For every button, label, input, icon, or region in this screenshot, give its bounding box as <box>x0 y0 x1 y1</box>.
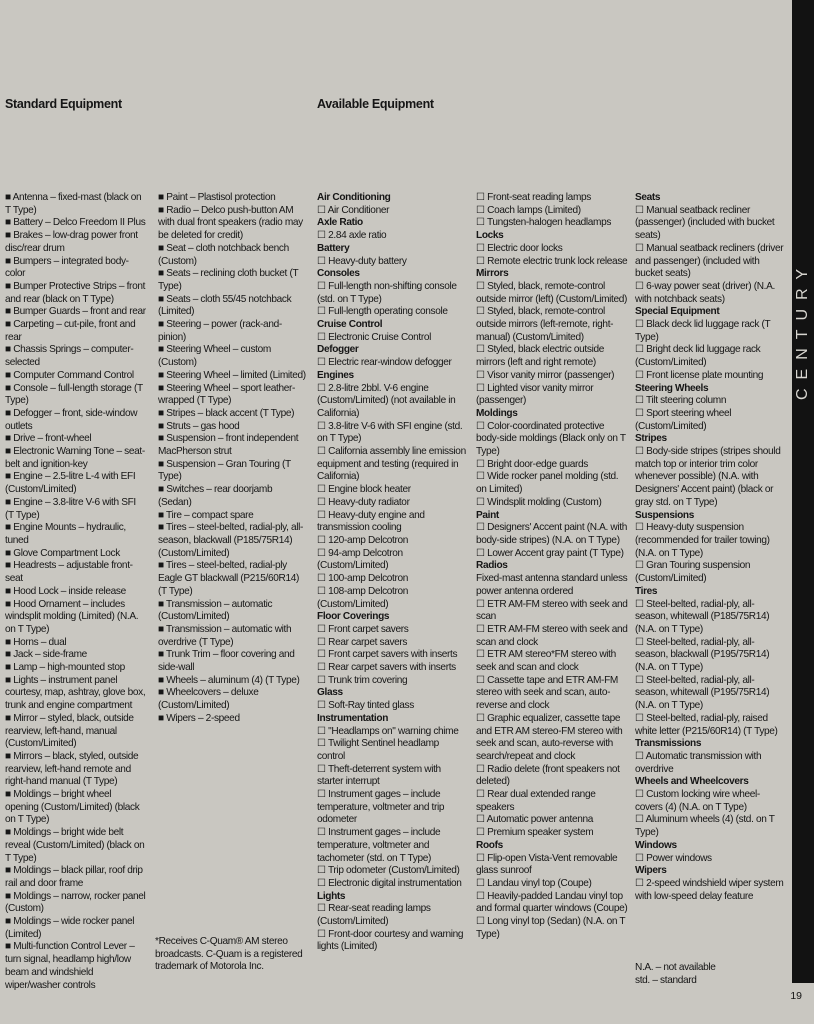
equipment-item: ☐ 100-amp Delcotron <box>317 573 409 585</box>
equipment-item: ■ Computer Command Control <box>5 369 134 381</box>
available-column-1 <box>317 192 467 954</box>
equipment-item: ■ Seats – reclining cloth bucket (T Type) <box>158 268 299 292</box>
equipment-item: ■ Moldings – black pillar, roof drip rail and door frame <box>5 865 143 889</box>
equipment-item: ☐ 108-amp Delcotron (Custom/Limited) <box>317 585 409 610</box>
section-heading: Axle Ratio <box>317 217 363 229</box>
section-heading: Floor Coverings <box>317 611 390 623</box>
equipment-item: ■ Bumper Protective Strips – front and rear (black on T Type) <box>5 280 146 305</box>
equipment-item: ■ Tires – steel-belted, radial-ply Eagle GT blackwall (P215/60R14) (T Type) <box>158 560 300 597</box>
section-heading: Consoles <box>317 268 360 280</box>
equipment-item: ☐ Tilt steering column <box>635 395 727 407</box>
section-heading: Wheels and Wheelcovers <box>635 776 749 788</box>
equipment-item: ☐ Full-length non-shifting console (std. on T Type) <box>317 280 457 305</box>
section-heading: Wipers <box>635 865 667 877</box>
equipment-item: ☐ Theft-deterrent system with starter interrupt <box>317 763 441 788</box>
section-heading: Transmissions <box>635 738 702 750</box>
equipment-item: ☐ Instrument gages – include temperature, voltmeter and tachometer (std. on T Type) <box>317 827 441 864</box>
section-heading: Suspensions <box>635 509 694 521</box>
equipment-item: ☐ Bright door-edge guards <box>476 458 588 470</box>
equipment-item: ☐ Heavy-duty battery <box>317 255 407 267</box>
equipment-item: ■ Paint – Plastisol protection <box>158 192 276 203</box>
equipment-item: ☐ Rear carpet savers with inserts <box>317 662 456 674</box>
equipment-item: ■ Horns – dual <box>5 636 67 648</box>
equipment-item: ☐ Windsplit molding (Custom) <box>476 496 602 508</box>
section-heading: Mirrors <box>476 268 509 280</box>
equipment-item: ☐ Lower Accent gray paint (T Type) <box>476 547 624 559</box>
equipment-item: ☐ ETR AM-FM stereo with seek and scan <box>476 598 628 623</box>
section-heading: Special Equipment <box>635 306 720 318</box>
equipment-item: ■ Console – full-length storage (T Type) <box>5 382 143 407</box>
equipment-item: ■ Suspension – Gran Touring (T Type) <box>158 458 291 483</box>
section-heading: Roofs <box>476 839 503 851</box>
equipment-item: ☐ Electronic Cruise Control <box>317 331 432 343</box>
available-column-3 <box>635 192 787 903</box>
equipment-item: ■ Suspension – front independent MacPherson strut <box>158 433 299 458</box>
equipment-item: ■ Steering – power (rack-and-pinion) <box>158 319 282 343</box>
section-heading: Defogger <box>317 344 359 356</box>
equipment-item: ■ Hood Lock – inside release <box>5 585 126 597</box>
equipment-item: ☐ Automatic power antenna <box>476 814 594 826</box>
equipment-item: ☐ Steel-belted, radial-ply, all-season, blackwall (P195/75R14) (N.A. on T Type) <box>635 636 770 674</box>
standard-equipment-heading: Standard Equipment <box>5 97 122 111</box>
equipment-item: ■ Radio – Delco push-button AM with dual front speakers (radio may be deleted for credit) <box>158 204 303 242</box>
equipment-item: ☐ Front-seat reading lamps <box>476 192 591 203</box>
equipment-item: ☐ Instrument gages – include temperature, voltmeter and trip odometer <box>317 789 445 826</box>
equipment-item: ☐ Lighted visor vanity mirror (passenger) <box>476 382 594 407</box>
equipment-item: ☐ ETR AM stereo*FM stereo with seek and scan and clock <box>476 649 616 674</box>
equipment-item: ☐ Full-length operating console <box>317 306 448 318</box>
equipment-item: ☐ 2-speed windshield wiper system with low-speed delay feature <box>635 877 784 902</box>
standard-column-2 <box>158 192 306 726</box>
equipment-item: ☐ Front license plate mounting <box>635 369 764 381</box>
equipment-item: ☐ Premium speaker system <box>476 827 594 839</box>
equipment-item: ■ Defogger – front, side-window outlets <box>5 407 138 432</box>
equipment-item: ■ Wheelcovers – deluxe (Custom/Limited) <box>158 687 259 712</box>
equipment-item: ☐ 120-amp Delcotron <box>317 534 409 546</box>
equipment-item: ☐ Manual seatback recliner (passenger) (included with bucket seats) <box>635 204 775 242</box>
equipment-item: ☐ Front carpet savers with inserts <box>317 649 458 661</box>
equipment-item: ☐ Visor vanity mirror (passenger) <box>476 369 615 381</box>
equipment-item: ☐ Trunk trim covering <box>317 674 408 686</box>
section-heading: Steering Wheels <box>635 382 709 394</box>
standard-column-1 <box>5 192 146 992</box>
equipment-item: ☐ Rear dual extended range speakers <box>476 789 596 813</box>
equipment-item: ☐ Steel-belted, radial-ply, raised white letter (P215/60R14) (T Type) <box>635 712 778 737</box>
equipment-item: ☐ Tungsten-halogen headlamps <box>476 217 612 229</box>
equipment-item: ■ Trunk Trim – floor covering and side-wall <box>158 649 295 674</box>
section-heading: Engines <box>317 369 354 381</box>
equipment-item: ■ Engine Mounts – hydraulic, tuned <box>5 522 126 546</box>
equipment-item: ☐ Heavy-duty radiator <box>317 496 410 508</box>
brand-sidebar <box>792 0 814 983</box>
equipment-item: ☐ Sport steering wheel (Custom/Limited) <box>635 407 732 432</box>
equipment-item: ■ Mirror – styled, black, outside rearview, left-hand, manual (Custom/Limited) <box>5 712 134 750</box>
equipment-item: ■ Mirrors – black, styled, outside rearview, left-hand remote and right-hand manual (T Type) <box>5 750 139 788</box>
equipment-item: ☐ ETR AM-FM stereo with seek and scan and clock <box>476 623 628 648</box>
equipment-item: ☐ Steel-belted, radial-ply, all-season, whitewall (P185/75R14) (N.A. on T Type) <box>635 598 770 635</box>
available-column-2 <box>476 192 628 941</box>
equipment-item: ■ Wheels – aluminum (4) (T Type) <box>158 674 300 686</box>
equipment-item: ■ Seats – cloth 55/45 notchback (Limited) <box>158 293 292 318</box>
brand-label: CENTURY <box>794 259 811 401</box>
section-heading: Moldings <box>476 407 518 419</box>
equipment-item: ■ Moldings – bright wheel opening (Custom/Limited) (black on T Type) <box>5 789 140 826</box>
equipment-item: ☐ Styled, black, remote-control outside mirrors (left-remote, right-manual) (Custom/Limited) <box>476 306 614 343</box>
equipment-item: ☐ "Headlamps on" warning chime <box>317 725 459 737</box>
equipment-item: ■ Switches – rear doorjamb (Sedan) <box>158 484 273 508</box>
equipment-item: ☐ Flip-open Vista-Vent removable glass sunroof <box>476 852 618 877</box>
equipment-item: ☐ Landau vinyl top (Coupe) <box>476 877 592 889</box>
equipment-item: ■ Multi-function Control Lever – turn signal, headlamp high/low beam and windshield wiper/washer controls <box>5 941 135 991</box>
equipment-item: ■ Lights – instrument panel courtesy, map, ashtray, glove box, trunk and engine compartment <box>5 674 146 712</box>
equipment-item: ☐ Cassette tape and ETR AM-FM stereo with seek and scan, auto-reverse and clock <box>476 674 618 712</box>
equipment-item: ☐ Rear carpet savers <box>317 636 408 648</box>
equipment-item: ☐ California assembly line emission equipment and testing (required in California) <box>317 446 466 483</box>
equipment-item: ■ Electronic Warning Tone – seat-belt and ignition-key <box>5 446 145 470</box>
equipment-item: ■ Transmission – automatic (Custom/Limited) <box>158 598 273 623</box>
equipment-item: ■ Glove Compartment Lock <box>5 547 120 559</box>
equipment-item: ■ Chassis Springs – computer-selected <box>5 344 134 369</box>
equipment-item: ■ Bumpers – integrated body-color <box>5 255 129 280</box>
equipment-item: ■ Hood Ornament – includes windsplit molding (Limited) (N.A. on T Type) <box>5 598 139 635</box>
section-heading: Air Conditioning <box>317 192 391 203</box>
equipment-item: ☐ Long vinyl top (Sedan) (N.A. on T Type) <box>476 916 626 940</box>
equipment-item: ■ Engine – 2.5-litre L-4 with EFI (Custom/Limited) <box>5 471 136 496</box>
section-heading: Glass <box>317 687 343 699</box>
equipment-item: ■ Brakes – low-drag power front disc/rear drum <box>5 230 138 254</box>
equipment-item: ■ Bumper Guards – front and rear <box>5 306 146 318</box>
abbreviation-legend <box>635 962 785 987</box>
equipment-item: ☐ Automatic transmission with overdrive <box>635 750 762 775</box>
equipment-item: ■ Wipers – 2-speed <box>158 712 240 724</box>
section-heading: Paint <box>476 509 499 521</box>
page-number: 19 <box>790 990 802 1002</box>
equipment-item: ■ Seat – cloth notchback bench (Custom) <box>158 242 289 267</box>
legend-na: N.A. – not available <box>635 962 716 973</box>
equipment-item: ■ Tires – steel-belted, radial-ply, all-season, blackwall (P185/75R14) (Custom/Limited) <box>158 522 304 559</box>
section-heading: Windows <box>635 839 677 851</box>
equipment-item: ☐ Radio delete (front speakers not deleted) <box>476 763 620 788</box>
equipment-item: ☐ Electric door locks <box>476 242 563 254</box>
equipment-item: ■ Moldings – wide rocker panel (Limited) <box>5 916 135 940</box>
equipment-item: ■ Headrests – adjustable front-seat <box>5 560 133 585</box>
equipment-item: ☐ Coach lamps (Limited) <box>476 204 581 216</box>
equipment-item: ☐ Front-door courtesy and warning lights (Limited) <box>317 928 464 953</box>
section-heading: Lights <box>317 890 346 902</box>
equipment-item: ☐ Aluminum wheels (4) (std. on T Type) <box>635 814 775 839</box>
equipment-item: ■ Lamp – high-mounted stop <box>5 662 125 674</box>
section-heading: Cruise Control <box>317 319 383 331</box>
equipment-item: ☐ Engine block heater <box>317 484 411 496</box>
section-heading: Locks <box>476 230 504 242</box>
equipment-item: ■ Carpeting – cut-pile, front and rear <box>5 319 136 343</box>
equipment-item: ☐ Trip odometer (Custom/Limited) <box>317 865 460 877</box>
equipment-item: ■ Transmission – automatic with overdrive (T Type) <box>158 623 292 648</box>
equipment-item: ☐ Color-coordinated protective body-side moldings (Black only on T Type) <box>476 420 626 458</box>
section-heading: Tires <box>635 585 658 597</box>
equipment-item: ■ Moldings – narrow, rocker panel (Custom) <box>5 890 146 915</box>
equipment-item: ☐ Soft-Ray tinted glass <box>317 700 414 712</box>
equipment-item: ■ Battery – Delco Freedom II Plus <box>5 217 146 229</box>
equipment-item: ■ Struts – gas hood <box>158 420 240 432</box>
equipment-item: ■ Tire – compact spare <box>158 509 254 521</box>
equipment-item: ☐ Designers' Accent paint (N.A. with body-side stripes) (N.A. on T Type) <box>476 522 627 546</box>
equipment-item: ☐ Heavily-padded Landau vinyl top and formal quarter windows (Coupe) <box>476 890 628 915</box>
equipment-item: ☐ 94-amp Delcotron (Custom/Limited) <box>317 547 403 572</box>
equipment-item: ☐ Electronic digital instrumentation <box>317 877 462 889</box>
equipment-item: ☐ Heavy-duty suspension (recommended for trailer towing) (N.A. on T Type) <box>635 522 770 559</box>
equipment-item: Fixed-mast antenna standard unless power antenna ordered <box>476 573 628 597</box>
equipment-item: ☐ Styled, black electric outside mirrors (left and right remote) <box>476 344 605 369</box>
equipment-item: ■ Steering Wheel – custom (Custom) <box>158 344 271 369</box>
equipment-item: ☐ Steel-belted, radial-ply, all-season, whitewall (P195/75R14) (N.A. on T Type) <box>635 674 770 712</box>
equipment-item: ☐ Air Conditioner <box>317 204 390 216</box>
equipment-item: ☐ Remote electric trunk lock release <box>476 255 628 267</box>
equipment-item: ■ Drive – front-wheel <box>5 433 92 445</box>
section-heading: Instrumentation <box>317 712 389 724</box>
equipment-item: ☐ Wide rocker panel molding (std. on Limited) <box>476 471 619 496</box>
available-equipment-heading: Available Equipment <box>317 97 434 111</box>
equipment-item: ☐ Styled, black, remote-control outside mirror (left) (Custom/Limited) <box>476 280 628 305</box>
equipment-item: ■ Stripes – black accent (T Type) <box>158 407 295 419</box>
section-heading: Radios <box>476 560 508 572</box>
section-heading: Battery <box>317 242 350 254</box>
equipment-item: ☐ Graphic equalizer, cassette tape and ETR AM stereo-FM stereo with seek and scan, auto-reverse with search/repeat and clock <box>476 712 623 762</box>
equipment-item: ■ Steering Wheel – limited (Limited) <box>158 369 306 381</box>
equipment-item: ■ Engine – 3.8-litre V-6 with SFI (T Type) <box>5 496 136 521</box>
equipment-item: ■ Jack – side-frame <box>5 649 87 661</box>
legend-std: std. – standard <box>635 974 697 986</box>
section-heading: Stripes <box>635 433 667 445</box>
equipment-item: ☐ Power windows <box>635 852 712 864</box>
equipment-item: ■ Antenna – fixed-mast (black on T Type) <box>5 192 142 216</box>
equipment-item: ☐ 2.8-litre 2bbl. V-6 engine (Custom/Limited) (not available in California) <box>317 382 456 419</box>
equipment-item: ☐ Black deck lid luggage rack (T Type) <box>635 319 771 343</box>
equipment-item: ☐ 3.8-litre V-6 with SFI engine (std. on T Type) <box>317 420 463 445</box>
equipment-item: ☐ Twilight Sentinel headlamp control <box>317 738 439 762</box>
equipment-item: ☐ Custom locking wire wheel-covers (4) (N.A. on T Type) <box>635 789 760 813</box>
equipment-item: ☐ Body-side stripes (stripes should match top or interior trim color whenever possible) (N.A. with Designers' Accent paint) (black or gray std. on T Type) <box>635 446 781 508</box>
equipment-item: ☐ 6-way power seat (driver) (N.A. with notchback seats) <box>635 280 775 305</box>
equipment-item: ■ Steering Wheel – sport leather-wrapped (T Type) <box>158 382 296 407</box>
c-quam-footnote: *Receives C-Quam® AM stereo broadcasts. C-Quam is a registered trademark of Motorola Inc. <box>155 936 303 973</box>
section-heading: Seats <box>635 192 661 203</box>
equipment-item: ☐ Electric rear-window defogger <box>317 357 452 369</box>
equipment-item: ☐ Gran Touring suspension (Custom/Limited) <box>635 560 751 585</box>
equipment-item: ■ Moldings – bright wide belt reveal (Custom/Limited) (black on T Type) <box>5 827 145 864</box>
equipment-item: ☐ Heavy-duty engine and transmission cooling <box>317 509 425 534</box>
equipment-item: ☐ 2.84 axle ratio <box>317 230 387 242</box>
equipment-item: ☐ Bright deck lid luggage rack (Custom/Limited) <box>635 344 761 369</box>
equipment-item: ☐ Manual seatback recliners (driver and passenger) (included with bucket seats) <box>635 242 784 280</box>
equipment-item: ☐ Rear-seat reading lamps (Custom/Limited) <box>317 903 431 928</box>
equipment-item: ☐ Front carpet savers <box>317 623 409 635</box>
